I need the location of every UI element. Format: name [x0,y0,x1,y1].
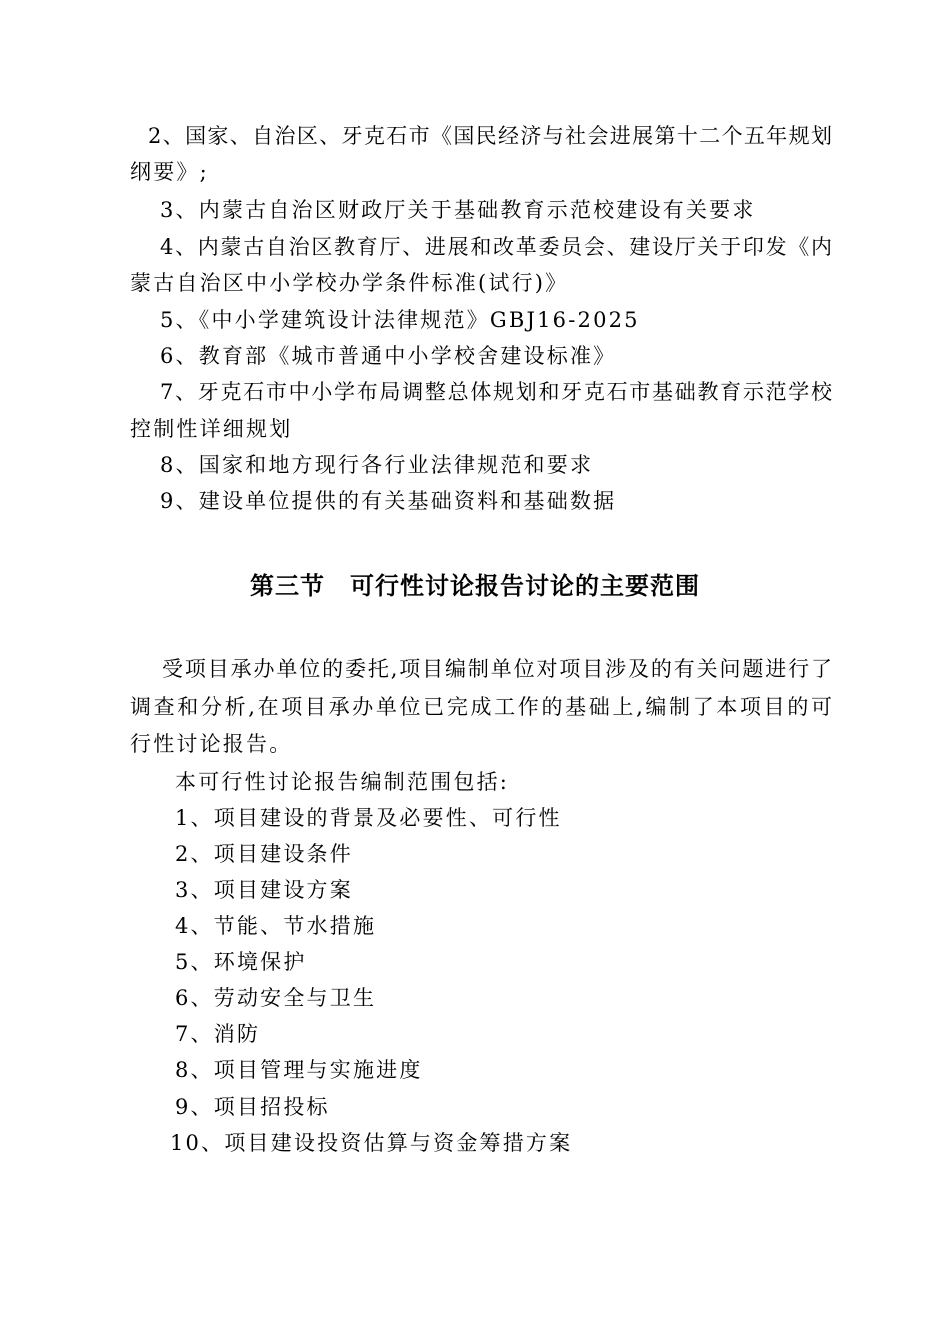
criteria-item-7-line-1: 7、牙克石市中小学布局调整总体规划和牙克石市基础教育示范学校 [160,380,832,404]
paragraph-line-2: 调查和分析,在项目承办单位已完成工作的基础上,编制了本项目的可 [130,695,832,719]
scope-item-3: 3、项目建设方案 [175,878,353,902]
criteria-item-4-line-2: 蒙古自治区中小学校办学条件标准(试行)》 [130,271,569,295]
scope-intro: 本可行性讨论报告编制范围包括: [175,770,510,794]
scope-item-2: 2、项目建设条件 [175,842,353,866]
scope-item-9: 9、项目招投标 [175,1095,330,1119]
scope-item-5: 5、环境保护 [175,950,307,974]
criteria-item-8: 8、国家和地方现行各行业法律规范和要求 [160,453,594,477]
section-heading: 第三节 可行性讨论报告讨论的主要范围 [250,572,700,600]
paragraph-line-3: 行性讨论报告。 [130,732,293,756]
criteria-item-2-line-1: 2、国家、自治区、牙克石市《国民经济与社会进展第十二个五年规划 [148,124,832,148]
scope-item-7: 7、消防 [175,1022,261,1046]
scope-item-6: 6、劳动安全与卫生 [175,986,377,1010]
paragraph-line-1: 受项目承办单位的委托,项目编制单位对项目涉及的有关问题进行了 [162,657,832,681]
scope-item-8: 8、项目管理与实施进度 [175,1058,423,1082]
scope-item-10: 10、项目建设投资估算与资金筹措方案 [170,1131,573,1155]
scope-item-4: 4、节能、节水措施 [175,914,377,938]
scope-item-1: 1、项目建设的背景及必要性、可行性 [175,806,562,830]
criteria-item-3: 3、内蒙古自治区财政厅关于基础教育示范校建设有关要求 [160,198,756,222]
criteria-item-5: 5、《中小学建筑设计法律规范》GBJ16-2025 [160,308,640,332]
criteria-item-6: 6、教育部《城市普通中小学校舍建设标准》 [160,344,617,368]
criteria-item-4-line-1: 4、内蒙古自治区教育厅、进展和改革委员会、建设厅关于印发《内 [160,235,832,259]
criteria-item-2-line-2: 纲要》; [130,160,209,184]
criteria-item-7-line-2: 控制性详细规划 [130,417,293,441]
criteria-item-9: 9、建设单位提供的有关基础资料和基础数据 [160,489,617,513]
